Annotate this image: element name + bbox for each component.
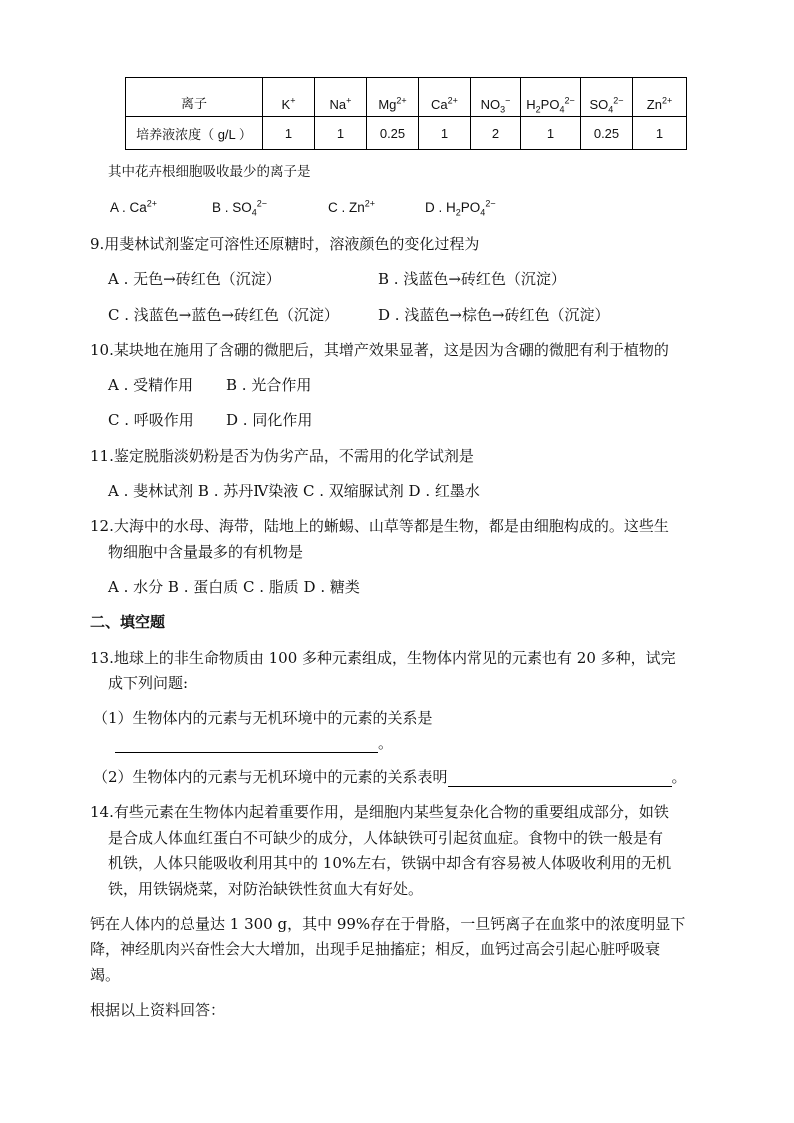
q8-option-a: A . $Ca^{2+}$: [110, 198, 158, 215]
q14-line1: 14.有些元素在生物体内起着重要作用，是细胞内某些复杂化合物的重要组成部分，如铁: [90, 803, 669, 821]
ion-header-row: [126, 78, 687, 117]
q12-stem-line2: 物细胞中含量最多的有机物是: [108, 543, 304, 561]
conc-value-cell: 0.25: [581, 117, 633, 150]
row-header-cell: 离子: [126, 78, 263, 117]
conc-value-cell: 2: [471, 117, 521, 150]
ion-cell: K+: [263, 78, 315, 117]
ca-para-line2: 降，神经肌肉兴奋性会大大增加，出现手足抽搐症；相反，血钙过高会引起心脏呼吸衰: [90, 940, 661, 958]
ion-cell: $SO_4^{2-}$: [581, 78, 633, 117]
conc-value-cell: 1: [419, 117, 471, 150]
q9-stem: 9.用斐林试剂鉴定可溶性还原糖时，溶液颜色的变化过程为: [90, 235, 480, 253]
answer-blank[interactable]: [115, 736, 378, 753]
ion-cell: $NO_3^-$: [471, 78, 521, 117]
q12-options: A . 水分 B . 蛋白质 C . 脂质 D . 糖类: [108, 578, 360, 596]
q13-stem-line1: 13.地球上的非生命物质由 100 多种元素组成，生物体内常见的元素也有 20 多种，试完: [90, 649, 676, 667]
answer-blank[interactable]: [448, 770, 672, 787]
q9-option-a: A . 无色→砖红色（沉淀）: [108, 270, 281, 288]
q8-option-b: B . $SO_4^{2-}$: [212, 198, 268, 218]
conc-label-cell: 培养液浓度（ g/L ）: [126, 117, 263, 150]
q13-stem-line2: 成下列问题:: [108, 674, 189, 692]
q10-option-c: C . 呼吸作用: [108, 411, 194, 429]
q11-options: A . 斐林试剂 B . 苏丹Ⅳ染液 C . 双缩脲试剂 D . 红墨水: [108, 482, 480, 500]
q9-option-b: B . 浅蓝色→砖红色（沉淀）: [378, 270, 566, 288]
q9-option-d: D . 浅蓝色→棕色→砖红色（沉淀）: [378, 306, 610, 324]
ca-para-line1: 钙在人体内的总量达 1 300 g，其中 99%存在于骨胳，一旦钙离子在血浆中的浓度明显下: [90, 915, 686, 933]
conc-value-cell: 1: [521, 117, 581, 150]
q12-stem-line1: 12.大海中的水母、海带，陆地上的蜥蜴、山草等都是生物，都是由细胞构成的。这些生: [90, 517, 669, 535]
conc-value-cell: 1: [315, 117, 367, 150]
ion-cell: $H_2PO_4^{2-}$: [521, 78, 581, 117]
ion-cell: $Ca^{2+}$: [419, 78, 471, 117]
q10-option-b: B . 光合作用: [226, 376, 312, 394]
concentration-row: [126, 117, 687, 150]
q10-option-a: A . 受精作用: [108, 376, 194, 394]
ca-para-line3: 竭。: [90, 966, 121, 984]
section-title: 二、填空题: [90, 613, 166, 631]
q14-line2: 是合成人体血红蛋白不可缺少的成分，人体缺铁可引起贫血症。食物中的铁一般是有: [108, 829, 664, 847]
q9-option-c: C . 浅蓝色→蓝色→砖红色（沉淀）: [108, 306, 339, 324]
ion-cell: $Zn^{2+}$: [633, 78, 687, 117]
conc-value-cell: 1: [263, 117, 315, 150]
q11-stem: 11.鉴定脱脂淡奶粉是否为伪劣产品，不需用的化学试剂是: [90, 447, 474, 465]
q14-line3: 机铁，人体只能吸收利用其中的 10%左右，铁锅中却含有容易被人体吸收利用的无机: [108, 854, 672, 872]
ion-cell: Na+: [315, 78, 367, 117]
conc-value-cell: 0.25: [367, 117, 419, 150]
q13-sub2[interactable]: （2）生物体内的元素与无机环境中的元素的关系表明 。: [93, 768, 687, 786]
q10-option-d: D . 同化作用: [226, 411, 313, 429]
q8-stem: 其中花卉根细胞吸收最少的离子是: [108, 164, 311, 180]
closing-prompt: 根据以上资料回答：: [90, 1001, 226, 1019]
ion-concentration-table: [125, 77, 687, 150]
q14-line4: 铁，用铁锅烧菜，对防治缺铁性贫血大有好处。: [108, 880, 424, 898]
ion-cell: $Mg^{2+}$: [367, 78, 419, 117]
q8-option-c: C . $Zn^{2+}$: [328, 198, 376, 215]
q8-option-d: D . $H_2PO_4^{2-}$: [425, 198, 496, 218]
q10-stem: 10.某块地在施用了含硼的微肥后，其增产效果显著，这是因为含硼的微肥有利于植物的: [90, 341, 669, 359]
conc-value-cell: 1: [633, 117, 687, 150]
q13-sub1: （1）生物体内的元素与无机环境中的元素的关系是: [93, 709, 433, 727]
q13-sub1-answer[interactable]: 。: [115, 733, 393, 753]
